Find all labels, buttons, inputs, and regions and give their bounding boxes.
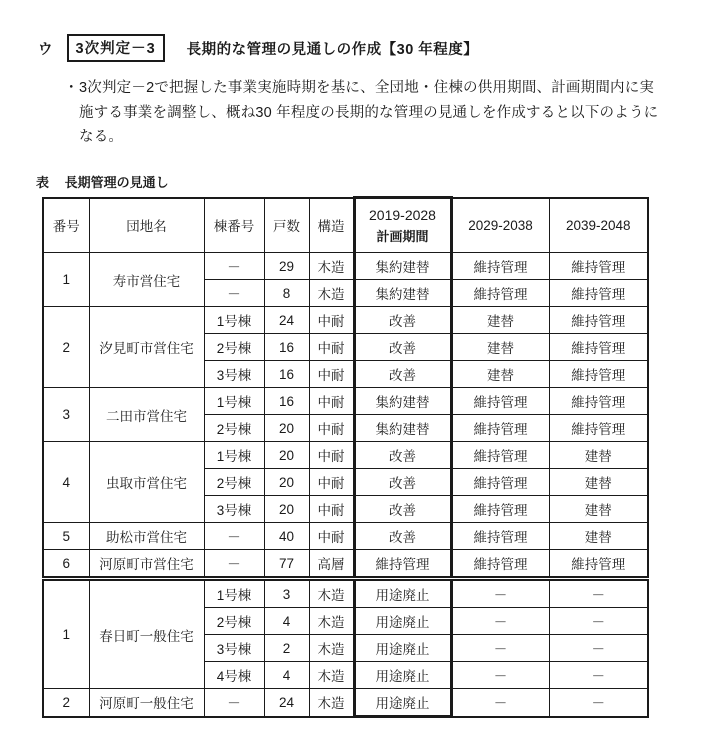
cell-name: 汐見町市営住宅 (89, 307, 204, 388)
cell-period1: 集約建替 (354, 415, 451, 442)
intro-paragraph (64, 76, 684, 150)
cell-name: 寿市営住宅 (89, 253, 204, 307)
table-row (43, 550, 648, 579)
cell-name: 春日町一般住宅 (89, 579, 204, 689)
cell-units: 2 (264, 635, 309, 662)
cell-structure: 木造 (309, 689, 354, 717)
cell-no: 6 (43, 550, 89, 579)
cell-name: 河原町市営住宅 (89, 550, 204, 579)
cell-units: 8 (264, 280, 309, 307)
cell-period1: 改善 (354, 361, 451, 388)
cell-period3: 維持管理 (549, 388, 648, 415)
table-row (43, 523, 648, 550)
cell-period3: － (549, 608, 648, 635)
heading-title: 長期的な管理の見通しの作成【30 年程度】 (186, 41, 479, 58)
intro-line (64, 76, 684, 101)
cell-units: 20 (264, 415, 309, 442)
cell-structure: 木造 (309, 579, 354, 608)
header-row (43, 198, 648, 253)
period1-label: 計画期間 (376, 228, 429, 244)
cell-period3: 建替 (549, 442, 648, 469)
cell-period1: 改善 (354, 496, 451, 523)
cell-period2: 維持管理 (451, 496, 549, 523)
cell-period1: 改善 (354, 334, 451, 361)
cell-units: 40 (264, 523, 309, 550)
cell-structure: 中耐 (309, 307, 354, 334)
cell-period1: 用途廃止 (354, 662, 451, 689)
cell-units: 29 (264, 253, 309, 280)
cell-no: 1 (43, 579, 89, 689)
cell-units: 16 (264, 388, 309, 415)
cell-structure: 中耐 (309, 388, 354, 415)
table-header (43, 198, 648, 253)
table-caption (36, 172, 169, 191)
cell-structure: 木造 (309, 635, 354, 662)
cell-period3: － (549, 579, 648, 608)
column-header-name: 団地名 (89, 198, 204, 253)
cell-period1: 用途廃止 (354, 608, 451, 635)
cell-period3: － (549, 689, 648, 717)
cell-building: － (204, 550, 264, 579)
cell-structure: 高層 (309, 550, 354, 579)
cell-name: 助松市営住宅 (89, 523, 204, 550)
table-row (43, 253, 648, 280)
intro-line: 施する事業を調整し、概ね30 年程度の長期的な管理の見通しを作成すると以下のように (79, 104, 659, 121)
cell-period3: － (549, 635, 648, 662)
bullet-mark: ・ (64, 80, 79, 96)
cell-period1: 改善 (354, 307, 451, 334)
cell-period2: 維持管理 (451, 550, 549, 579)
cell-no: 3 (43, 388, 89, 442)
cell-period2: － (451, 579, 549, 608)
intro-line: なる。 (79, 129, 124, 145)
cell-no: 5 (43, 523, 89, 550)
cell-period1: 集約建替 (354, 253, 451, 280)
cell-units: 24 (264, 689, 309, 717)
table-body (43, 253, 648, 717)
cell-building: 2号棟 (204, 415, 264, 442)
cell-building: 2号棟 (204, 334, 264, 361)
long-term-management-table (42, 196, 649, 718)
table-row (43, 388, 648, 415)
cell-building: 4号棟 (204, 662, 264, 689)
cell-period3: 維持管理 (549, 334, 648, 361)
column-header-building: 棟番号 (204, 198, 264, 253)
column-header-period3: 2039-2048 (549, 198, 648, 253)
cell-units: 4 (264, 608, 309, 635)
cell-units: 77 (264, 550, 309, 579)
cell-period3: 維持管理 (549, 280, 648, 307)
cell-period3: － (549, 662, 648, 689)
table-row-section-start (43, 579, 648, 608)
cell-no: 1 (43, 253, 89, 307)
cell-period2: － (451, 608, 549, 635)
cell-period2: 維持管理 (451, 523, 549, 550)
cell-period2: － (451, 689, 549, 717)
cell-period1: 集約建替 (354, 388, 451, 415)
cell-no: 2 (43, 689, 89, 717)
cell-period3: 維持管理 (549, 361, 648, 388)
cell-period2: 建替 (451, 361, 549, 388)
cell-building: － (204, 280, 264, 307)
cell-structure: 中耐 (309, 496, 354, 523)
cell-structure: 中耐 (309, 442, 354, 469)
cell-building: 2号棟 (204, 608, 264, 635)
cell-structure: 中耐 (309, 523, 354, 550)
cell-units: 24 (264, 307, 309, 334)
cell-units: 20 (264, 442, 309, 469)
column-header-no: 番号 (43, 198, 89, 253)
cell-units: 16 (264, 361, 309, 388)
cell-structure: 中耐 (309, 469, 354, 496)
column-header-structure: 構造 (309, 198, 354, 253)
cell-no: 2 (43, 307, 89, 388)
cell-period1: 改善 (354, 442, 451, 469)
cell-period1: 改善 (354, 523, 451, 550)
table-row (43, 689, 648, 717)
section-heading (38, 34, 478, 62)
cell-period3: 維持管理 (549, 307, 648, 334)
cell-period2: － (451, 635, 549, 662)
cell-structure: 中耐 (309, 415, 354, 442)
column-header-period1 (354, 198, 451, 253)
cell-period2: 建替 (451, 307, 549, 334)
table-row (43, 442, 648, 469)
cell-period3: 維持管理 (549, 253, 648, 280)
intro-line-text: 3次判定－2で把握した事業実施時期を基に、全団地・住棟の供用期間、計画期間内に実 (79, 80, 655, 96)
cell-building: 1号棟 (204, 307, 264, 334)
cell-period1: 改善 (354, 469, 451, 496)
period1-range: 2019-2028 (369, 206, 436, 223)
cell-period2: － (451, 662, 549, 689)
cell-period3: 建替 (549, 523, 648, 550)
cell-period1: 用途廃止 (354, 635, 451, 662)
cell-name: 河原町一般住宅 (89, 689, 204, 717)
cell-structure: 木造 (309, 608, 354, 635)
cell-period3: 建替 (549, 469, 648, 496)
cell-period3: 維持管理 (549, 415, 648, 442)
cell-building: 3号棟 (204, 635, 264, 662)
cell-building: 2号棟 (204, 469, 264, 496)
cell-period3: 建替 (549, 496, 648, 523)
cell-building: 3号棟 (204, 496, 264, 523)
cell-structure: 中耐 (309, 361, 354, 388)
cell-period2: 維持管理 (451, 388, 549, 415)
cell-units: 20 (264, 496, 309, 523)
judgement-badge: 3次判定－3 (67, 34, 165, 62)
cell-building: 1号棟 (204, 388, 264, 415)
cell-building: － (204, 523, 264, 550)
heading-kana: ウ (38, 41, 54, 58)
column-header-units: 戸数 (264, 198, 309, 253)
table-caption-text: 長期管理の見通し (64, 175, 169, 190)
cell-period2: 維持管理 (451, 442, 549, 469)
cell-period1: 維持管理 (354, 550, 451, 579)
cell-period2: 維持管理 (451, 415, 549, 442)
cell-period2: 維持管理 (451, 253, 549, 280)
cell-name: 虫取市営住宅 (89, 442, 204, 523)
cell-structure: 中耐 (309, 334, 354, 361)
cell-units: 20 (264, 469, 309, 496)
cell-structure: 木造 (309, 253, 354, 280)
cell-period1: 用途廃止 (354, 689, 451, 717)
cell-units: 3 (264, 579, 309, 608)
cell-period1: 集約建替 (354, 280, 451, 307)
cell-period1: 用途廃止 (354, 579, 451, 608)
cell-building: － (204, 689, 264, 717)
cell-period2: 維持管理 (451, 280, 549, 307)
cell-period2: 維持管理 (451, 469, 549, 496)
table-row (43, 307, 648, 334)
cell-no: 4 (43, 442, 89, 523)
cell-name: 二田市営住宅 (89, 388, 204, 442)
column-header-period2: 2029-2038 (451, 198, 549, 253)
cell-building: 1号棟 (204, 442, 264, 469)
table-caption-prefix: 表 (36, 175, 50, 190)
cell-units: 16 (264, 334, 309, 361)
cell-period3: 維持管理 (549, 550, 648, 579)
cell-building: － (204, 253, 264, 280)
cell-building: 3号棟 (204, 361, 264, 388)
cell-units: 4 (264, 662, 309, 689)
cell-structure: 木造 (309, 662, 354, 689)
cell-structure: 木造 (309, 280, 354, 307)
cell-period2: 建替 (451, 334, 549, 361)
cell-building: 1号棟 (204, 579, 264, 608)
